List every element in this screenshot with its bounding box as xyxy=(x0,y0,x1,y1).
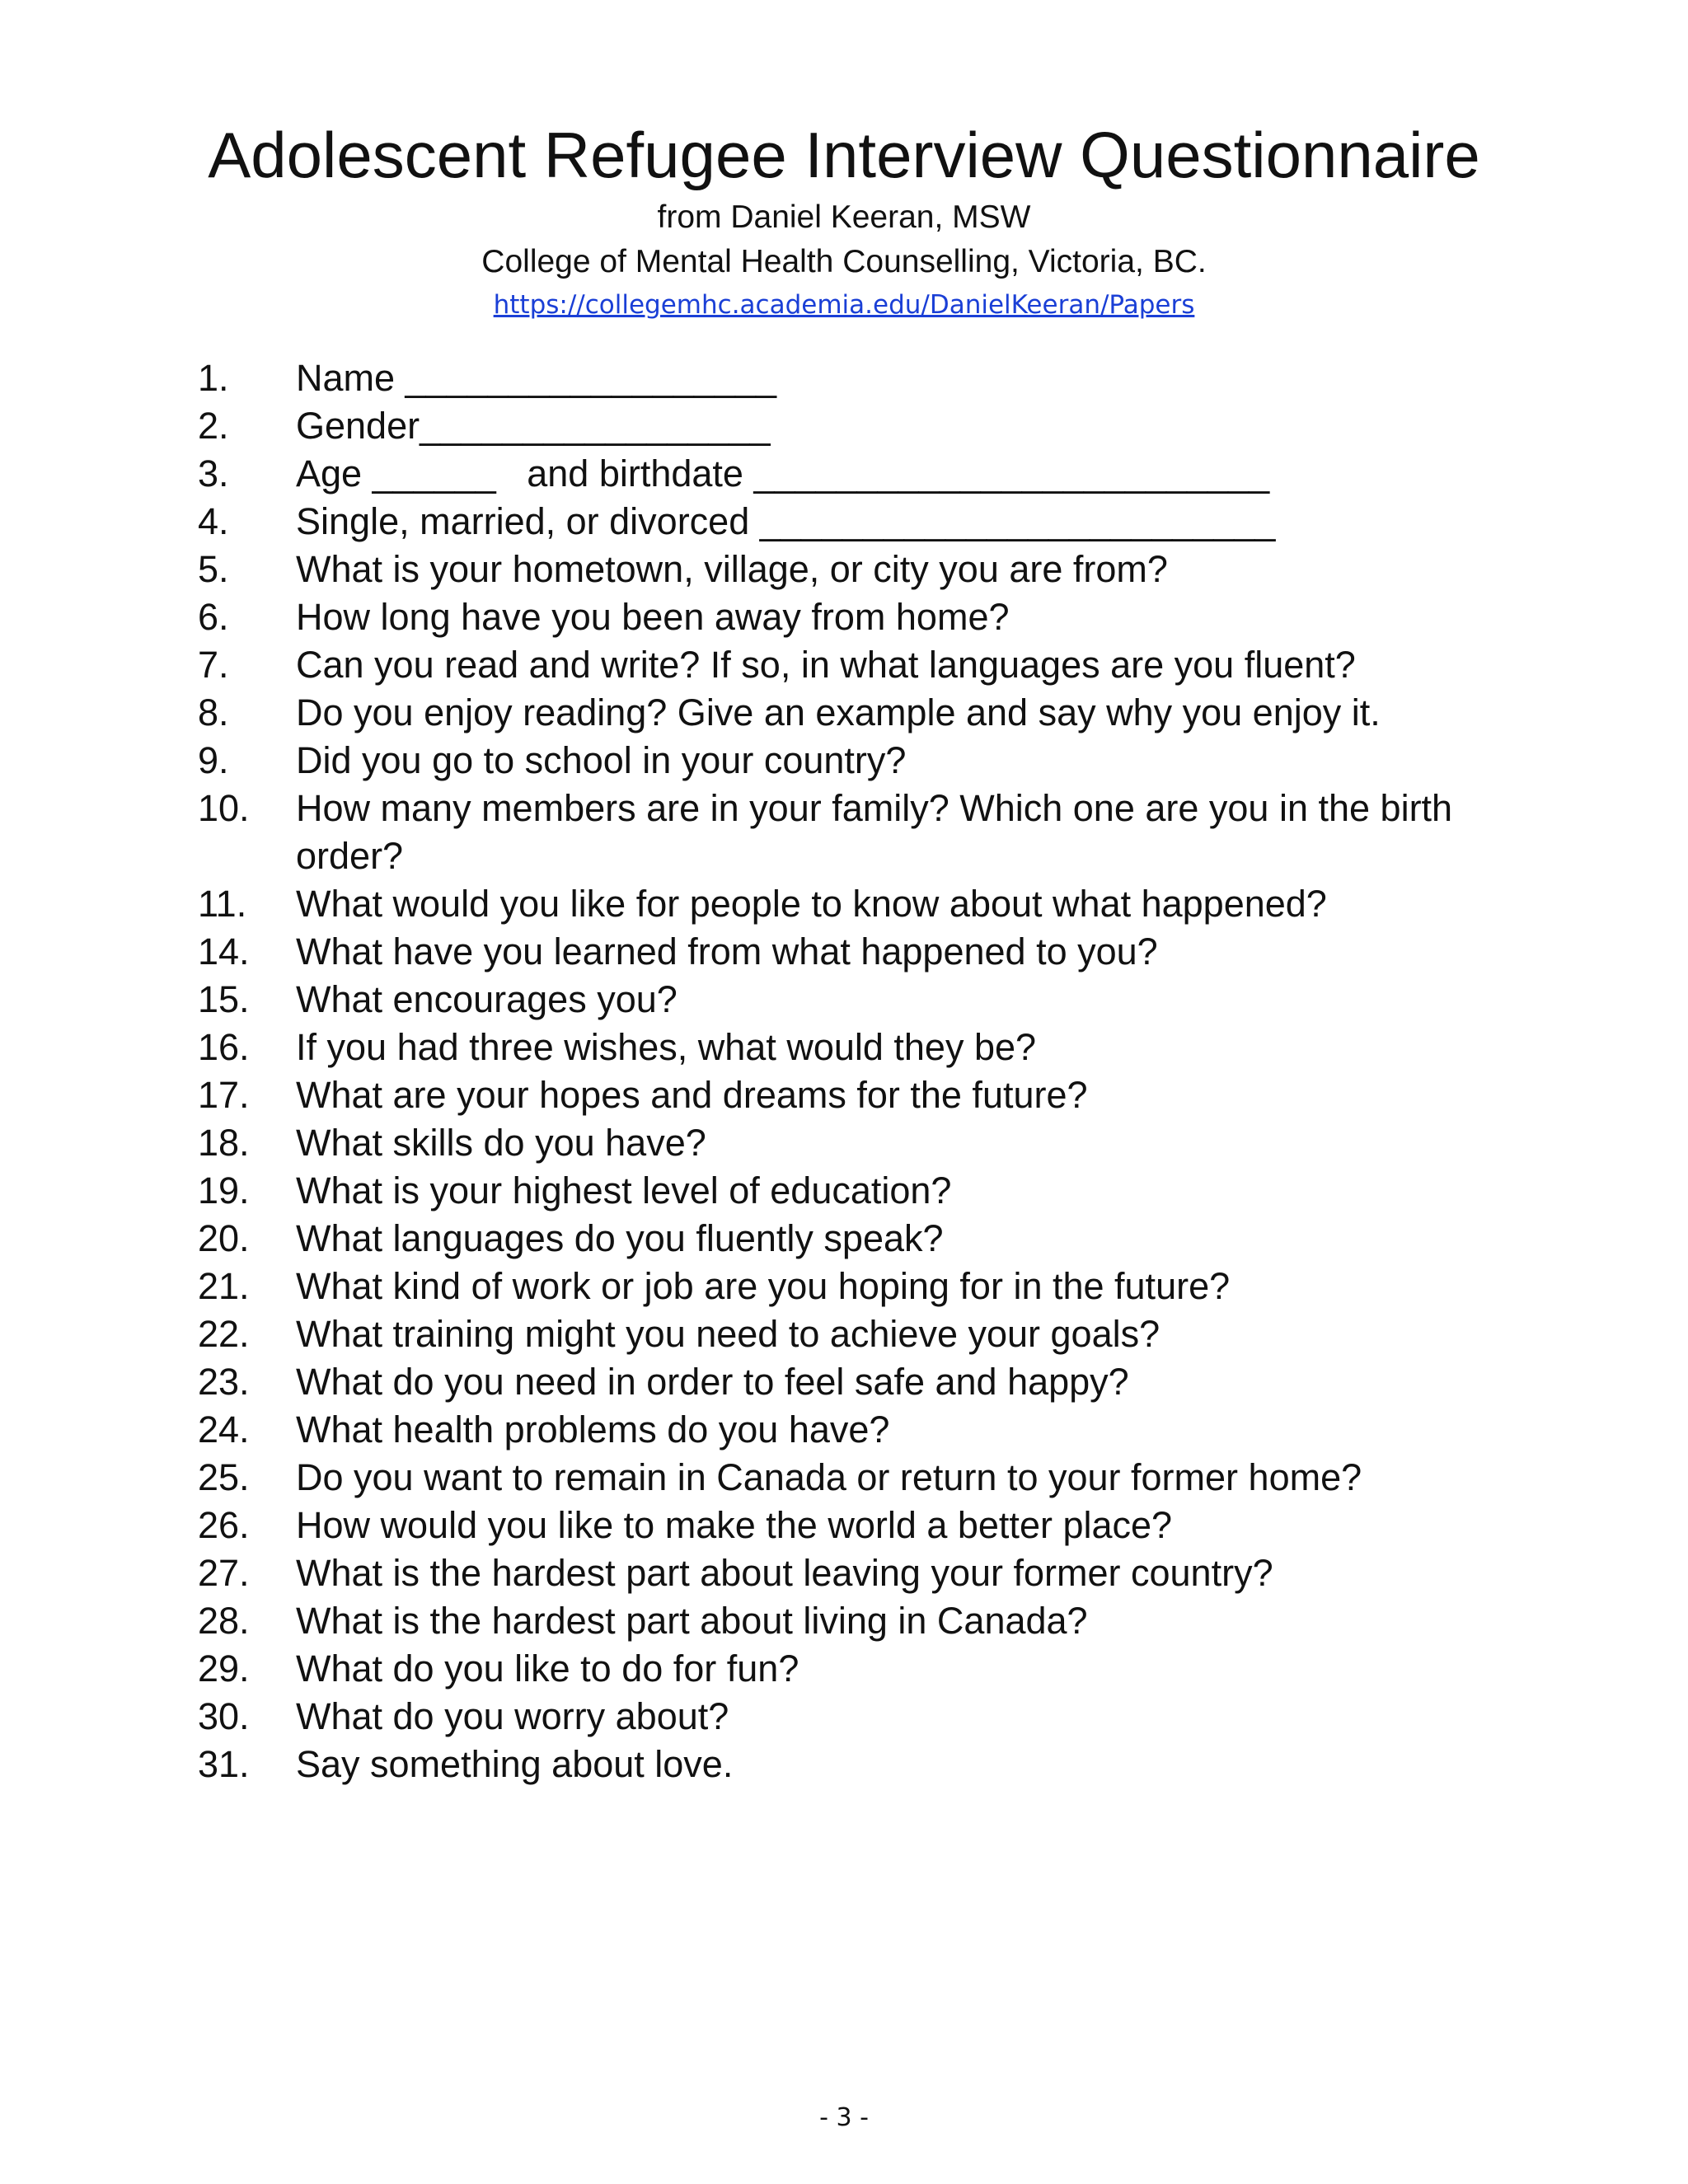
question-item xyxy=(198,354,1484,402)
question-number: 29. xyxy=(198,1647,250,1690)
question-text: How many members are in your family? Which one are you in the birth order? xyxy=(296,787,1453,877)
question-number: 15. xyxy=(198,978,250,1020)
question-text: What health problems do you have? xyxy=(296,1408,890,1451)
question-number: 22. xyxy=(198,1313,250,1355)
question-text: What do you worry about? xyxy=(296,1695,729,1737)
question-item xyxy=(198,1597,1484,1645)
question-text: What encourages you? xyxy=(296,978,678,1020)
question-number: 30. xyxy=(198,1695,250,1737)
question-text: What skills do you have? xyxy=(296,1122,706,1164)
question-number: 3. xyxy=(198,452,229,494)
question-text: What languages do you fluently speak? xyxy=(296,1217,944,1259)
question-number: 31. xyxy=(198,1743,250,1785)
question-text: How long have you been away from home? xyxy=(296,596,1010,638)
question-text: What do you like to do for fun? xyxy=(296,1647,799,1690)
question-text: Name __________________ xyxy=(296,357,777,399)
question-item xyxy=(198,737,1484,785)
question-number: 2. xyxy=(198,405,229,447)
question-item xyxy=(198,1549,1484,1597)
question-text: Can you read and write? If so, in what languages are you fluent? xyxy=(296,644,1356,686)
question-item xyxy=(198,1693,1484,1741)
question-item xyxy=(198,1263,1484,1310)
question-number: 10. xyxy=(198,787,250,829)
question-item xyxy=(198,880,1484,928)
question-text: What are your hopes and dreams for the future? xyxy=(296,1074,1088,1116)
question-number: 9. xyxy=(198,739,229,781)
question-number: 8. xyxy=(198,691,229,733)
question-number: 20. xyxy=(198,1217,250,1259)
question-text: Say something about love. xyxy=(296,1743,734,1785)
question-number: 26. xyxy=(198,1504,250,1546)
question-number: 11. xyxy=(198,883,247,925)
question-item xyxy=(198,1454,1484,1502)
question-text: Do you enjoy reading? Give an example and say why you enjoy it. xyxy=(296,691,1381,733)
question-item xyxy=(198,1024,1484,1071)
question-item xyxy=(198,641,1484,689)
question-text: What is the hardest part about living in Canada? xyxy=(296,1600,1088,1642)
question-item xyxy=(198,450,1484,498)
question-number: 27. xyxy=(198,1552,250,1594)
question-number: 4. xyxy=(198,500,229,542)
question-text: What is your highest level of education? xyxy=(296,1169,952,1212)
question-number: 6. xyxy=(198,596,229,638)
question-item xyxy=(198,1310,1484,1358)
question-item xyxy=(198,1406,1484,1454)
question-text: Do you want to remain in Canada or return to your former home? xyxy=(296,1456,1362,1498)
question-number: 5. xyxy=(198,548,229,590)
question-text: Single, married, or divorced _________________________ xyxy=(296,500,1276,542)
question-number: 18. xyxy=(198,1122,250,1164)
question-number: 17. xyxy=(198,1074,250,1116)
question-item xyxy=(198,1502,1484,1549)
question-item xyxy=(198,498,1484,546)
question-item xyxy=(198,1167,1484,1215)
question-item xyxy=(198,785,1565,880)
question-number: 21. xyxy=(198,1265,250,1307)
question-item xyxy=(198,1215,1484,1263)
question-item xyxy=(198,1741,1484,1788)
document-header xyxy=(0,115,1688,321)
question-text: Age ______ and birthdate _________________________ xyxy=(296,452,1270,494)
question-item xyxy=(198,593,1484,641)
question-number: 24. xyxy=(198,1408,250,1451)
question-item xyxy=(198,546,1484,593)
question-number: 19. xyxy=(198,1169,250,1212)
question-text: What do you need in order to feel safe and happy? xyxy=(296,1361,1129,1403)
question-number: 23. xyxy=(198,1361,250,1403)
question-item xyxy=(198,1358,1484,1406)
question-item xyxy=(198,976,1484,1024)
question-text: If you had three wishes, what would they be? xyxy=(296,1026,1037,1068)
question-item xyxy=(198,928,1484,976)
questions-list xyxy=(198,354,1484,1788)
question-number: 25. xyxy=(198,1456,250,1498)
document-title: Adolescent Refugee Interview Questionnaire xyxy=(208,119,1480,191)
question-number: 14. xyxy=(198,930,250,972)
question-number: 16. xyxy=(198,1026,250,1068)
question-text: What is your hometown, village, or city you are from? xyxy=(296,548,1168,590)
question-text: What kind of work or job are you hoping for in the future? xyxy=(296,1265,1231,1307)
question-number: 7. xyxy=(198,644,229,686)
question-item xyxy=(198,689,1484,737)
page-number: - 3 - xyxy=(819,2103,869,2132)
papers-link[interactable]: https://collegemhc.academia.edu/DanielKeeran/Papers xyxy=(493,290,1195,320)
question-item xyxy=(198,1071,1484,1119)
question-text: Did you go to school in your country? xyxy=(296,739,907,781)
question-text: Gender_________________ xyxy=(296,405,771,447)
question-text: What is the hardest part about leaving your former country? xyxy=(296,1552,1273,1594)
question-item xyxy=(198,1645,1484,1693)
question-text: How would you like to make the world a better place? xyxy=(296,1504,1173,1546)
question-text: What training might you need to achieve your goals? xyxy=(296,1313,1160,1355)
question-number: 1. xyxy=(198,357,229,399)
question-item xyxy=(198,402,1484,450)
question-number: 28. xyxy=(198,1600,250,1642)
author-line: from Daniel Keeran, MSW xyxy=(657,199,1031,235)
question-text: What would you like for people to know about what happened? xyxy=(296,883,1327,925)
question-text: What have you learned from what happened to you? xyxy=(296,930,1158,972)
affiliation-line: College of Mental Health Counselling, Victoria, BC. xyxy=(481,244,1207,279)
question-item xyxy=(198,1119,1484,1167)
